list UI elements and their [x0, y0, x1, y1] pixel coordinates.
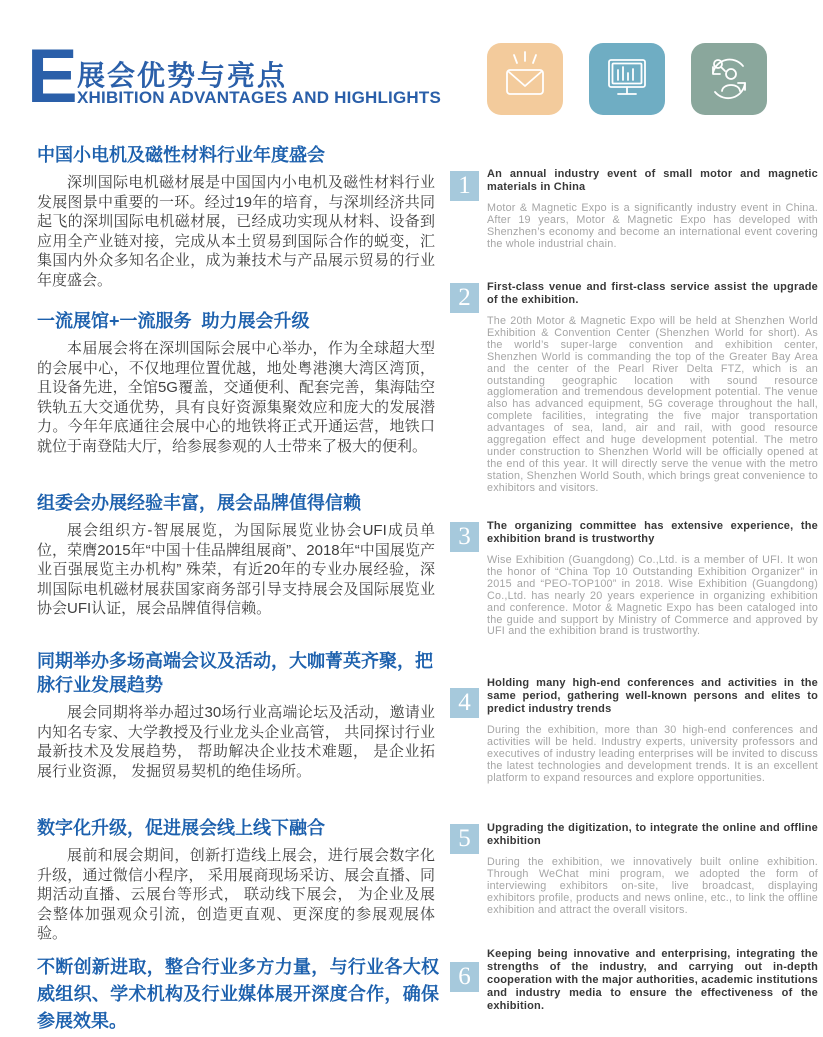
section-heading: 一流展馆+一流服务 助力展会升级 [37, 311, 310, 331]
item-body: Wise Exhibition (Guangdong) Co.,Ltd. is a member of UFI. It won the honor of “China Top 10 Outstanding Exhibition Organizer” in 2015 and “PEO-TOP100” in 2018. Wise Exhibition (Guangdong) Co.,Ltd. has nearly 20 years experience in organizing exhibition and conference. Motor & Magnetic Expo has been cataloged into the guide and support by Ministry of Commerce and approved by UFI and the exhibition brand is trustworthy. [487, 554, 818, 638]
section-committee-experience [37, 491, 435, 619]
person-sync-icon [691, 43, 767, 115]
item-body: During the exhibition, we innovatively built online exhibition. Through WeChat mini program, we adopted the form of interviewing exhibitors on-site, live broadcast, displaying exhibitors profile, products and news online, etc., to link the offline exhibition and attract the overall visitors. [487, 856, 818, 916]
highlight-item-5 [450, 822, 818, 917]
item-number-badge: 1 [450, 171, 479, 201]
item-title: The organizing committee has extensive experience, the exhibition brand is trustworthy [487, 520, 818, 545]
item-body: Motor & Magnetic Expo is a significantly industry event in China. After 19 years, Motor & Magnetic Expo has developed with Shenzhen’s economy and become an international event covering the whole industrial chain. [487, 202, 818, 250]
section-annual-event [37, 143, 435, 290]
highlight-item-2 [450, 281, 818, 495]
item-title: First-class venue and first-class service assist the upgrade of the exhibition. [487, 281, 818, 306]
page-title-chinese: 展会优势与亮点 [77, 60, 288, 91]
section-body: 深圳国际电机磁材展是中国国内小电机及磁性材料行业发展图景中重要的一环。经过19年的培育，与深圳经济共同起飞的深圳国际电机磁材展，已经成功实现从材料、设备到应用全产业链对接，完成从本土贸易到国际合作的蜕变，汇集国内外众多知名企业，成为兼技术与产品展示贸易的行业年度盛会。 [37, 174, 435, 289]
section-body: 展前和展会期间，创新打造线上展会，进行展会数字化升级，通过微信小程序， 采用展商现场采访、展会直播、同期活动直播、云展台等形式， 联动线下展会， 为企业及展会整体加强观众引流，创造更直观、更深度的参展观展体验。 [37, 847, 435, 942]
item-title: Upgrading the digitization, to integrate the online and offline exhibition [487, 822, 818, 847]
section-digital-upgrade [37, 816, 435, 944]
highlight-item-1 [450, 168, 818, 251]
item-title: Holding many high-end conferences and activities in the same period, gathering well-known persons and elites to predict industry trends [487, 677, 818, 715]
item-body: During the exhibition, more than 30 high-end conferences and activities will be held. Industry experts, university professors and executives of industry leading enterprises will be invited to discuss the latest technologies and development trends. It is an excellent platform to expand resources and explore opportunities. [487, 724, 818, 784]
section-heading: 中国小电机及磁性材料行业年度盛会 [37, 145, 325, 165]
item-title: Keeping being innovative and enterprising, integrating the strengths of the industry, and carrying out in-depth cooperation with the major authorities, academic institutions and industry media to ensure the effectiveness of the exhibition. [487, 948, 818, 1012]
highlight-item-4 [450, 677, 818, 785]
item-number-badge: 5 [450, 824, 479, 854]
closing-statement: 不断创新进取，整合行业多方力量，与行业各大权威组织、学术机构及行业媒体展开深度合作，确保参展效果。 [37, 957, 439, 1031]
item-number-badge: 4 [450, 688, 479, 718]
highlight-item-3 [450, 520, 818, 638]
highlight-item-6 [450, 948, 818, 1013]
header-big-letter: E [27, 34, 75, 119]
item-title: An annual industry event of small motor and magnetic materials in China [487, 168, 818, 193]
item-body: The 20th Motor & Magnetic Expo will be held at Shenzhen World Exhibition & Convention Center (Shenzhen World for short). As the world’s super-large convention and exhibition center, Shenzhen World is commanding the top of the Greater Bay Area and the center of the Pearl River Delta FTZ, which is an outstanding geographic location with sound resource agglomeration and tremendous development potential. The venue also has advanced equipment, 5G coverage throughout the hall, complete facilities, integrating the five major transportation advantages of sea, land, air and rail, with good resource aggregation effect and huge development potential. The metro under construction to Shenzhen World will be officially opened at the end of this year. It will directly serve the venue with the metro station, Shenzhen World South, which brings great convenience to exhibitors and visitors. [487, 315, 818, 494]
page-title-english: XHIBITION ADVANTAGES AND HIGHLIGHTS [77, 88, 441, 107]
section-heading: 组委会办展经验丰富，展会品牌值得信赖 [37, 493, 361, 513]
section-heading: 数字化升级，促进展会线上线下融合 [37, 818, 325, 838]
section-body: 本届展会将在深圳国际会展中心举办，作为全球超大型的会展中心，不仅地理位置优越，地处粤港澳大湾区湾顶，且设备先进，全馆5G覆盖，交通便利、配套完善，集海陆空铁轨五大交通优势，具有良好资源集聚效应和庞大的发展潜力。今年年底通往会展中心的地铁将正式开通运营，地铁口就位于南登陆大厅，给参展参观的人士带来了极大的便利。 [37, 340, 435, 455]
section-body: 展会同期将举办超过30场行业高端论坛及活动，邀请业内知名专家、大学教授及行业龙头企业高管， 共同探讨行业最新技术及发展趋势， 帮助解决企业技术难题， 是企业拓展行业资源， 发掘贸易契机的绝佳场所。 [37, 704, 435, 780]
section-body: 展会组织方-智展展览，为国际展览业协会UFI成员单位，荣膺2015年“中国十佳品牌组展商”、2018年“中国展览产业百强展览主办机构” 殊荣，有近20年的专业办展经验，深圳国际电机磁材展获国家商务部引导支持展会及国际展览业协会UFI认证，展会品牌值得信赖。 [37, 522, 435, 617]
item-number-badge: 6 [450, 962, 479, 992]
item-number-badge: 2 [450, 283, 479, 313]
section-venue-service [37, 309, 435, 456]
section-heading: 同期举办多场高端会议及活动，大咖菁英齐聚，把脉行业发展趋势 [37, 651, 433, 695]
section-conferences [37, 649, 435, 781]
item-number-badge: 3 [450, 522, 479, 552]
mail-icon [487, 43, 563, 115]
monitor-chart-icon [589, 43, 665, 115]
